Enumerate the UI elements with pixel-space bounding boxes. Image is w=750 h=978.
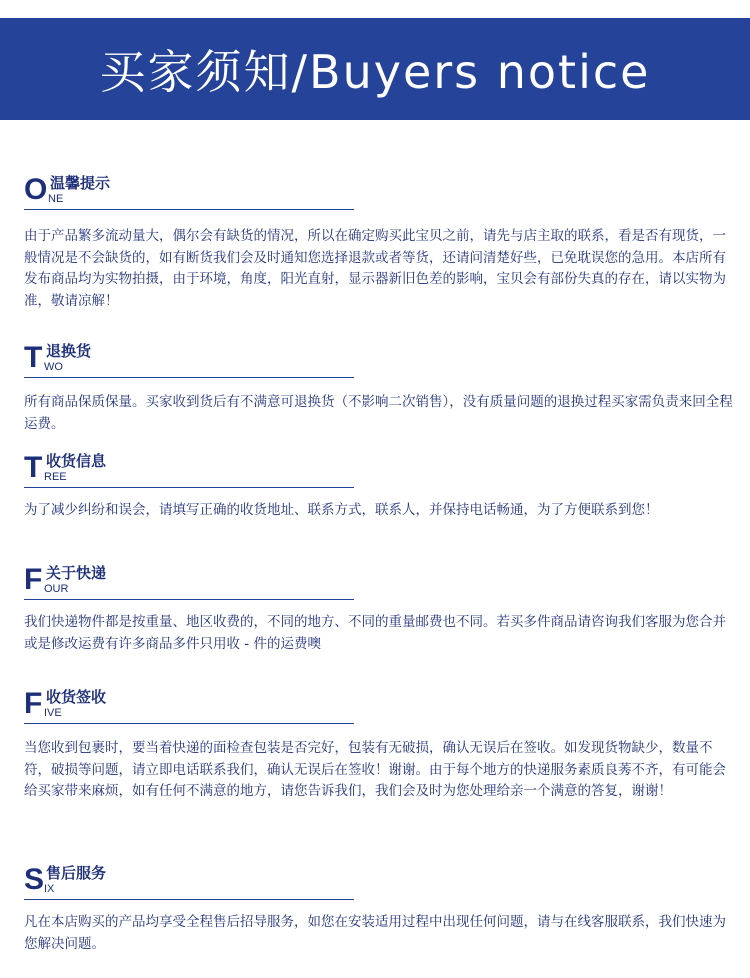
section-two xyxy=(24,340,736,435)
section-text: 当您收到包裹时，要当着快递的面检查包装是否完好，包装有无破损，确认无误后在签收。如发现货物缺少，数量不符，破损等问题，请立即电话联系我们，确认无误后在签收！谢谢。由于每个地方的快递服务素质良莠不齐，有可能会给买家带来麻烦，如有任何不满意的地方，请您告诉我们，我们会及时为您处理给亲一个满意的答复，谢谢！ xyxy=(24,740,726,799)
section-text: 所有商品保质保量。买家收到货后有不满意可退换货（不影响二次销售），没有质量问题的退换过程买家需负责来回全程运费。 xyxy=(24,394,733,432)
section-five xyxy=(24,686,736,803)
section-subtitle: IVE xyxy=(44,707,62,719)
section-divider xyxy=(24,209,354,210)
section-divider xyxy=(24,377,354,378)
section-title: 收货签收 xyxy=(46,688,107,706)
section-one xyxy=(24,172,736,312)
section-subtitle: REE xyxy=(44,471,67,483)
section-text: 由于产品繁多流动量大，偶尔会有缺货的情况，所以在确定购买此宝贝之前，请先与店主取的联系，看是否有现货，一般情况是不会缺货的，如有断货我们会及时通知您选择退款或者等货，还请问清楚好些，已免耽误您的急用。本店所有发布商品均为实物拍摄，由于环境，角度，阳光直射，显示器新旧色差的影响，宝贝会有部份失真的存在，请以实物为准，敬请凉解！ xyxy=(24,228,726,309)
page-title: 买家须知/Buyers notice xyxy=(99,45,651,99)
section-title: 关于快递 xyxy=(46,564,107,582)
section-header xyxy=(24,340,736,380)
section-letter: S xyxy=(24,863,45,896)
section-six xyxy=(24,862,736,955)
section-letter: T xyxy=(24,451,43,484)
section-divider xyxy=(24,723,354,724)
section-header xyxy=(24,686,736,726)
section-letter: O xyxy=(24,173,48,206)
section-title: 售后服务 xyxy=(46,864,107,882)
section-divider xyxy=(24,899,354,900)
section-text: 凡在本店购买的产品均享受全程售后招导服务，如您在安装适用过程中出现任何问题，请与在线客服联系，我们快速为您解决问题。 xyxy=(24,914,726,952)
section-header xyxy=(24,172,736,212)
section-subtitle: NE xyxy=(48,193,64,205)
section-subtitle: WO xyxy=(44,361,63,373)
section-text: 为了减少纠纷和误会，请填写正确的收货地址、联系方式，联系人，并保持电话畅通，为了方便联系到您！ xyxy=(24,502,659,518)
section-letter: T xyxy=(24,341,43,374)
section-title: 退换货 xyxy=(46,342,92,360)
section-title: 温馨提示 xyxy=(50,174,111,192)
section-text: 我们快递物件都是按重量、地区收费的，不同的地方、不同的重量邮费也不同。若买多件商品请咨询我们客服为您合并或是修改运费有许多商品多件只用收 - 件的运费噢 xyxy=(24,614,726,652)
section-letter: F xyxy=(24,563,43,596)
section-divider xyxy=(24,487,354,488)
section-three xyxy=(24,450,736,522)
section-four xyxy=(24,562,736,655)
section-header xyxy=(24,562,736,602)
section-header xyxy=(24,450,736,490)
section-subtitle: OUR xyxy=(44,583,69,595)
section-header xyxy=(24,862,736,902)
header-banner xyxy=(0,18,750,120)
section-subtitle: IX xyxy=(44,883,55,895)
section-letter: F xyxy=(24,687,43,720)
section-divider xyxy=(24,599,354,600)
section-title: 收货信息 xyxy=(46,452,107,470)
